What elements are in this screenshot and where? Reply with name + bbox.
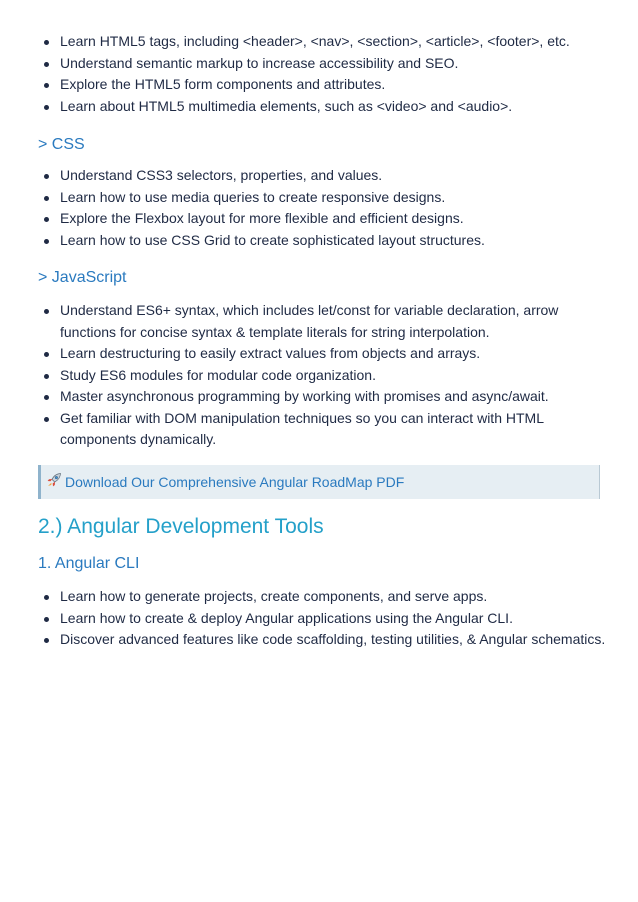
bullet-icon <box>44 638 49 643</box>
list-item-text: Discover advanced features like code scaffolding, testing utilities, & Angular schematics. <box>60 631 606 647</box>
bullet-icon <box>44 62 49 67</box>
bullet-icon <box>44 417 49 422</box>
list-item <box>38 608 610 630</box>
javascript-bullet-list <box>38 300 610 451</box>
download-roadmap-link[interactable]: Download Our Comprehensive Angular RoadMap PDF <box>65 474 405 490</box>
bullet-icon <box>44 239 49 244</box>
list-item <box>38 586 610 608</box>
list-item <box>38 208 610 230</box>
list-item-text: Get familiar with DOM manipulation techniques so you can interact with HTML components dynamically. <box>60 409 544 447</box>
list-item-text: Learn how to generate projects, create components, and serve apps. <box>60 588 488 604</box>
bullet-icon <box>44 83 49 88</box>
list-item-text: Learn how to create & deploy Angular applications using the Angular CLI. <box>60 609 513 626</box>
list-item-text: Study ES6 modules for modular code organization. <box>60 366 376 383</box>
list-item <box>38 343 610 365</box>
list-item <box>38 31 610 53</box>
list-item-text: Learn HTML5 tags, including <header>, <nav>, <section>, <article>, <footer>, etc. <box>60 33 570 49</box>
list-item-text: Learn how to use CSS Grid to create sophisticated layout structures. <box>60 231 485 248</box>
list-item-text: Master asynchronous programming by working with promises and async/await. <box>60 388 549 404</box>
list-item <box>38 365 610 387</box>
bullet-icon <box>44 617 49 622</box>
bullet-icon <box>44 595 49 600</box>
list-item <box>38 53 610 75</box>
list-item-text: Explore the HTML5 form components and attributes. <box>60 76 386 92</box>
list-item <box>38 386 610 408</box>
list-item <box>38 74 610 96</box>
list-item <box>38 96 610 118</box>
html-bullet-list <box>38 31 610 117</box>
list-item-text: Understand ES6+ syntax, which includes let/const for variable declaration, arrow functions for concise syntax & template literals for string interpolation. <box>60 302 559 340</box>
bullet-icon <box>44 352 49 357</box>
list-item <box>38 230 610 252</box>
bullet-icon <box>44 217 49 222</box>
list-item-text: Learn about HTML5 multimedia elements, such as <video> and <audio>. <box>60 97 513 114</box>
angular-cli-bullet-list <box>38 586 610 651</box>
bullet-icon <box>44 309 49 314</box>
bullet-icon <box>44 174 49 179</box>
list-item <box>38 408 610 451</box>
section-heading: 2.) Angular Development Tools <box>38 515 324 538</box>
bullet-icon <box>44 395 49 400</box>
javascript-heading: > JavaScript <box>38 269 127 286</box>
list-item <box>38 165 610 187</box>
css-heading: > CSS <box>38 136 85 153</box>
list-item <box>38 187 610 209</box>
bullet-icon <box>44 374 49 379</box>
subsection-heading: 1. Angular CLI <box>38 555 140 572</box>
rocket-icon <box>46 472 62 488</box>
list-item <box>38 629 610 651</box>
list-item-text: Learn how to use media queries to create responsive designs. <box>60 188 446 205</box>
list-item-text: Learn destructuring to easily extract values from objects and arrays. <box>60 345 481 361</box>
css-bullet-list <box>38 165 610 251</box>
bullet-icon <box>44 196 49 201</box>
download-callout <box>38 465 600 499</box>
bullet-icon <box>44 105 49 110</box>
list-item-text: Understand semantic markup to increase accessibility and SEO. <box>60 54 459 71</box>
list-item-text: Explore the Flexbox layout for more flexible and efficient designs. <box>60 210 464 226</box>
bullet-icon <box>44 40 49 45</box>
list-item <box>38 300 610 343</box>
list-item-text: Understand CSS3 selectors, properties, and values. <box>60 167 383 183</box>
